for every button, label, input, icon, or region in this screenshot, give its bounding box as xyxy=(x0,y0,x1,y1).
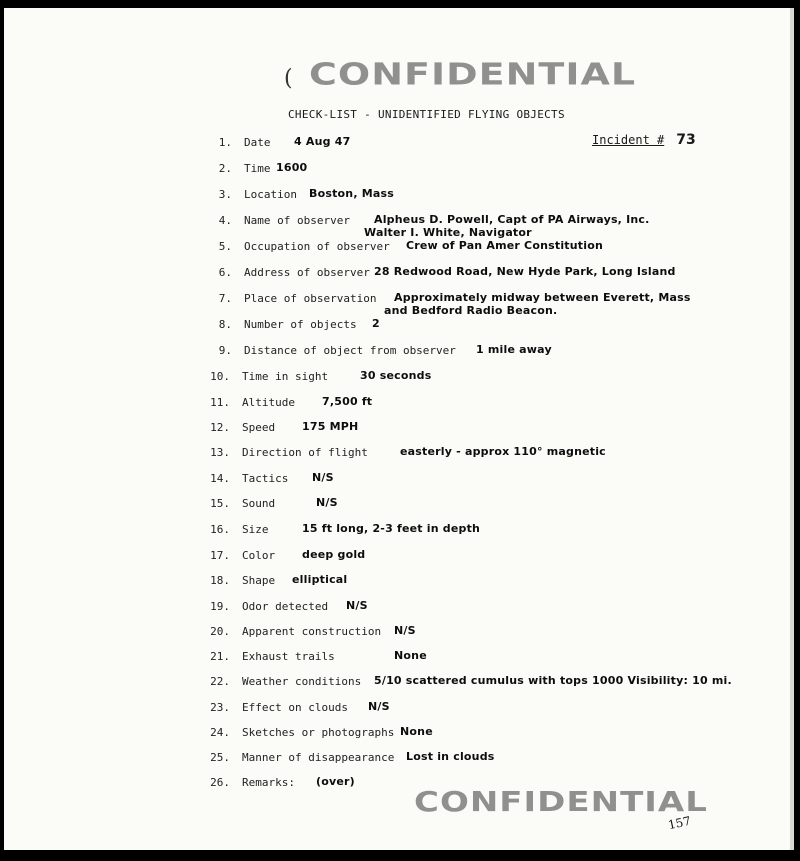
checklist-item xyxy=(210,625,382,638)
item-label: Speed xyxy=(242,421,276,434)
checklist-item xyxy=(210,396,295,409)
item-number: 6. xyxy=(218,266,232,279)
item-answer: N/S xyxy=(316,496,338,509)
item-label: Name of observer xyxy=(244,214,350,227)
item-answer: Approximately midway between Everett, Mass xyxy=(394,291,691,304)
item-answer: N/S xyxy=(368,700,390,713)
item-label: Tactics xyxy=(242,472,289,485)
item-label: Apparent construction xyxy=(242,625,382,638)
checklist-item xyxy=(218,162,271,175)
checklist-item xyxy=(210,523,269,536)
item-answer: N/S xyxy=(312,471,334,484)
item-number: 24. xyxy=(210,726,230,739)
checklist-item xyxy=(210,370,329,383)
item-number: 16. xyxy=(210,523,230,536)
item-label: Place of observation xyxy=(244,292,377,305)
item-label: Odor detected xyxy=(242,600,329,613)
item-number: 19. xyxy=(210,600,230,613)
item-label: Location xyxy=(244,188,297,201)
checklist-item xyxy=(210,776,295,789)
item-label: Number of objects xyxy=(244,318,357,331)
checklist-item xyxy=(218,318,357,331)
incident-number xyxy=(592,132,696,148)
item-label: Remarks: xyxy=(242,776,295,789)
checklist-item xyxy=(210,650,335,663)
checklist-item xyxy=(210,751,395,764)
checklist-item xyxy=(218,266,370,279)
item-number: 2. xyxy=(218,162,232,175)
item-number: 3. xyxy=(218,188,232,201)
form-title: CHECK-LIST - UNIDENTIFIED FLYING OBJECTS xyxy=(288,108,565,121)
incident-value: 73 xyxy=(676,132,696,148)
item-answer: Lost in clouds xyxy=(406,750,495,763)
checklist-item xyxy=(210,446,368,459)
item-answer-line2: and Bedford Radio Beacon. xyxy=(384,304,558,317)
item-answer: 4 Aug 47 xyxy=(294,135,351,148)
item-label: Effect on clouds xyxy=(242,701,348,714)
item-number: 4. xyxy=(218,214,232,227)
item-answer: 2 xyxy=(372,317,380,330)
item-answer: (over) xyxy=(316,775,355,788)
item-number: 18. xyxy=(210,574,230,587)
item-answer: Alpheus D. Powell, Capt of PA Airways, Inc. xyxy=(374,213,650,226)
item-label: Sketches or photographs xyxy=(242,726,395,739)
checklist-item xyxy=(210,600,329,613)
item-number: 15. xyxy=(210,497,230,510)
item-label: Exhaust trails xyxy=(242,650,335,663)
confidential-stamp-bottom: CONFIDENTIAL xyxy=(414,786,708,818)
item-label: Occupation of observer xyxy=(244,240,390,253)
item-answer: None xyxy=(400,725,433,738)
item-number: 23. xyxy=(210,701,230,714)
checklist-item xyxy=(210,472,289,485)
item-answer-line2: Walter I. White, Navigator xyxy=(364,226,532,239)
item-number: 17. xyxy=(210,549,230,562)
item-answer: None xyxy=(394,649,427,662)
item-number: 13. xyxy=(210,446,230,459)
item-label: Manner of disappearance xyxy=(242,751,395,764)
item-answer: 7,500 ft xyxy=(322,395,373,408)
item-answer: 1600 xyxy=(276,161,308,174)
item-number: 5. xyxy=(218,240,232,253)
item-number: 14. xyxy=(210,472,230,485)
item-answer: elliptical xyxy=(292,573,348,586)
stamp-bracket: ( xyxy=(284,66,293,91)
item-number: 9. xyxy=(218,344,232,357)
item-label: Sound xyxy=(242,497,276,510)
item-answer: 1 mile away xyxy=(476,343,552,356)
item-answer: easterly - approx 110° magnetic xyxy=(400,445,606,458)
checklist-item xyxy=(210,701,348,714)
checklist-item xyxy=(218,292,377,305)
item-answer: Boston, Mass xyxy=(309,187,395,200)
checklist-item xyxy=(210,675,362,688)
item-label: Direction of flight xyxy=(242,446,368,459)
item-number: 12. xyxy=(210,421,230,434)
item-answer: 175 MPH xyxy=(302,420,359,433)
item-number: 25. xyxy=(210,751,230,764)
item-label: Distance of object from observer xyxy=(244,344,456,357)
item-answer: Crew of Pan Amer Constitution xyxy=(406,239,604,252)
checklist-item xyxy=(218,136,271,149)
item-number: 21. xyxy=(210,650,230,663)
item-number: 1. xyxy=(218,136,232,149)
item-label: Color xyxy=(242,549,276,562)
item-answer: N/S xyxy=(346,599,368,612)
item-answer: 30 seconds xyxy=(360,369,432,382)
item-number: 22. xyxy=(210,675,230,688)
checklist-item xyxy=(210,574,276,587)
item-number: 10. xyxy=(210,370,230,383)
item-answer: N/S xyxy=(394,624,416,637)
item-answer: 15 ft long, 2-3 feet in depth xyxy=(302,522,481,535)
checklist-item xyxy=(210,549,276,562)
item-label: Shape xyxy=(242,574,276,587)
confidential-stamp-top: CONFIDENTIAL xyxy=(309,56,637,92)
item-label: Altitude xyxy=(242,396,295,409)
checklist-item xyxy=(218,188,297,201)
checklist-item xyxy=(218,214,350,227)
item-label: Address of observer xyxy=(244,266,370,279)
item-number: 8. xyxy=(218,318,232,331)
item-number: 7. xyxy=(218,292,232,305)
checklist-item xyxy=(218,344,456,357)
item-label: Time xyxy=(244,162,271,175)
item-answer: deep gold xyxy=(302,548,366,561)
checklist-item xyxy=(210,497,276,510)
item-label: Date xyxy=(244,136,271,149)
document-page xyxy=(4,8,794,850)
item-label: Size xyxy=(242,523,269,536)
checklist-item xyxy=(210,421,276,434)
item-label: Weather conditions xyxy=(242,675,362,688)
item-number: 26. xyxy=(210,776,230,789)
checklist-item xyxy=(218,240,390,253)
page-number: 157 xyxy=(666,813,693,833)
item-answer: 5/10 scattered cumulus with tops 1000 Visibility: 10 mi. xyxy=(374,674,732,687)
item-number: 11. xyxy=(210,396,230,409)
checklist-item xyxy=(210,726,395,739)
incident-label: Incident # xyxy=(592,133,665,147)
item-number: 20. xyxy=(210,625,230,638)
item-answer: 28 Redwood Road, New Hyde Park, Long Island xyxy=(374,265,676,278)
item-label: Time in sight xyxy=(242,370,329,383)
